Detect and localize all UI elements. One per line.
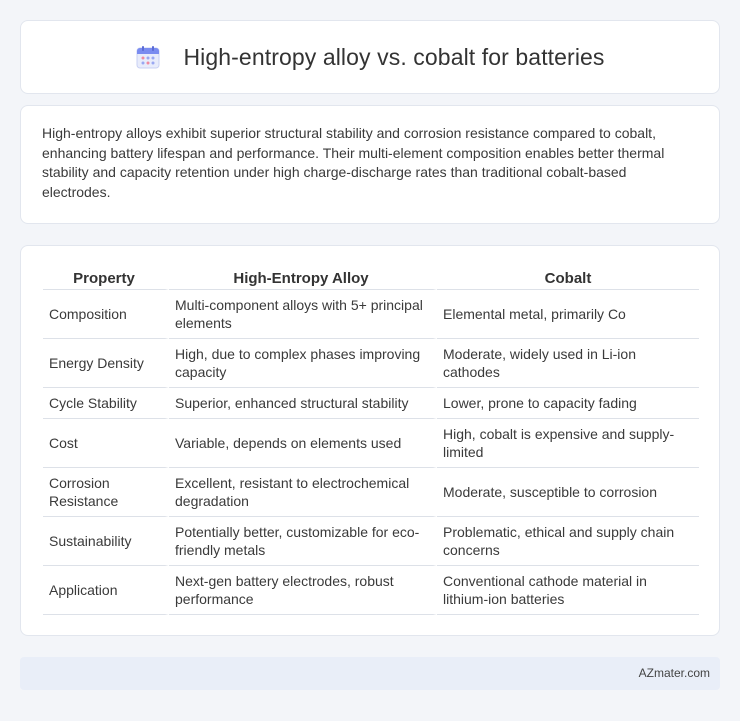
- table-row: [43, 419, 699, 468]
- cell-cobalt: Moderate, widely used in Li-ion cathodes: [437, 339, 699, 388]
- table-row: [43, 339, 699, 388]
- cell-property: Energy Density: [43, 339, 169, 388]
- cell-cobalt: Conventional cathode material in lithium-ion batteries: [437, 566, 699, 615]
- table-row: [43, 468, 699, 517]
- cell-cobalt: High, cobalt is expensive and supply-limited: [437, 419, 699, 468]
- cell-property: Application: [43, 566, 169, 615]
- cell-cobalt: Problematic, ethical and supply chain concerns: [437, 517, 699, 566]
- header-cobalt: Cobalt: [437, 264, 699, 290]
- header-property: Property: [43, 264, 169, 290]
- cell-cobalt: Lower, prone to capacity fading: [437, 388, 699, 419]
- table-row: [43, 290, 699, 339]
- cell-high-entropy-alloy: Superior, enhanced structural stability: [169, 388, 437, 419]
- footer-brand-link[interactable]: AZmater.com: [638, 666, 710, 680]
- cell-property: Composition: [43, 290, 169, 339]
- summary-card: [20, 105, 720, 224]
- cell-high-entropy-alloy: Potentially better, customizable for eco-friendly metals: [169, 517, 437, 566]
- header-high-entropy-alloy: High-Entropy Alloy: [169, 264, 437, 290]
- summary-text: High-entropy alloys exhibit superior structural stability and corrosion resistance compared to cobalt, enhancing battery lifespan and performance. Their multi-element composition enables better thermal stability and capacity retention under high charge-discharge rates than traditional cobalt-based electrodes.: [42, 125, 665, 200]
- cell-high-entropy-alloy: Variable, depends on elements used: [169, 419, 437, 468]
- cell-property: Cycle Stability: [43, 388, 169, 419]
- table-row: [43, 517, 699, 566]
- footer-bar: [20, 657, 720, 690]
- title-wrap: [135, 44, 604, 71]
- calendar-icon: [135, 44, 161, 70]
- cell-cobalt: Moderate, susceptible to corrosion: [437, 468, 699, 517]
- cell-high-entropy-alloy: High, due to complex phases improving capacity: [169, 339, 437, 388]
- table-header-row: [43, 264, 699, 290]
- page-title: High-entropy alloy vs. cobalt for batteries: [183, 43, 605, 70]
- cell-property: Cost: [43, 419, 169, 468]
- cell-high-entropy-alloy: Excellent, resistant to electrochemical degradation: [169, 468, 437, 517]
- table-row: [43, 388, 699, 419]
- cell-property: Sustainability: [43, 517, 169, 566]
- cell-high-entropy-alloy: Next-gen battery electrodes, robust performance: [169, 566, 437, 615]
- cell-property: Corrosion Resistance: [43, 468, 169, 517]
- comparison-table: [43, 264, 699, 615]
- cell-high-entropy-alloy: Multi-component alloys with 5+ principal elements: [169, 290, 437, 339]
- table-row: [43, 566, 699, 615]
- comparison-table-card: [20, 245, 720, 636]
- cell-cobalt: Elemental metal, primarily Co: [437, 290, 699, 339]
- header-card: [20, 20, 720, 94]
